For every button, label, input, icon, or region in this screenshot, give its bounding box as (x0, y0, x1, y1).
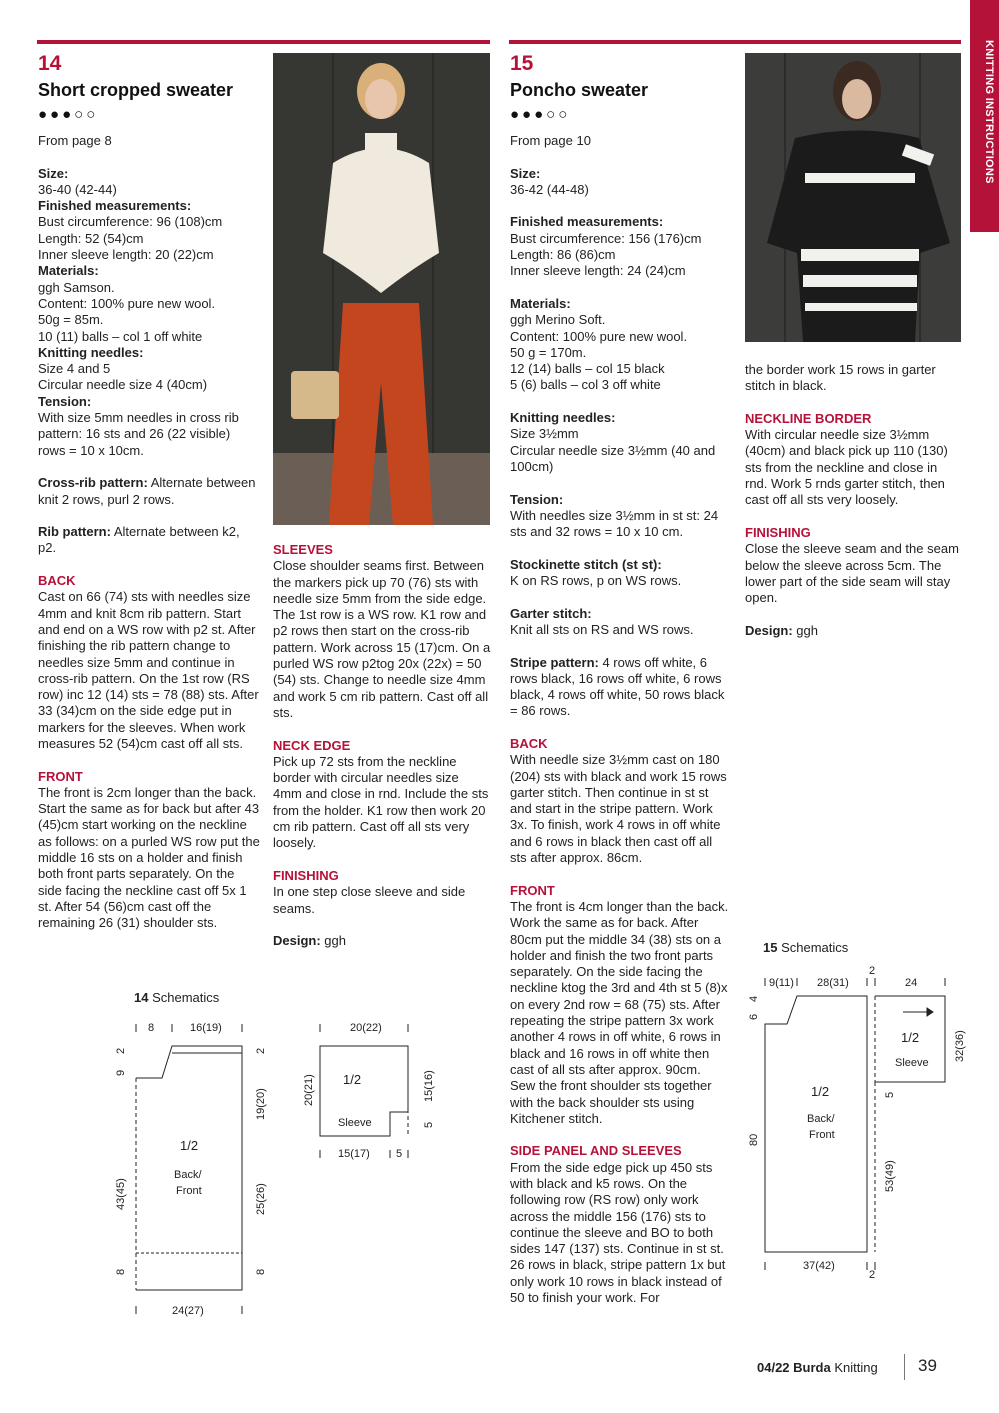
dim-15-right-side: 53(49) (884, 1160, 896, 1192)
design-value-15: ggh (796, 622, 818, 638)
dim-14-left-9: 9 (115, 1069, 127, 1076)
finishing-heading-15: FINISHING (745, 524, 811, 540)
schematic-label-14: Schematics (152, 990, 220, 1005)
needles-label-15: Knitting needles: (510, 410, 616, 426)
half-label-15: 1/2 (811, 1084, 830, 1099)
column-15-b (745, 362, 961, 655)
difficulty-rating-15: ●●●○○ (510, 106, 571, 123)
back-text-15: With needle size 3½mm cast on 180 (204) sts with black and work 15 rows garter stitch. Then continue in st st and start in the stripe pattern. Work 3x. To finish, work 4 rows in off white and 6 rows in black then cast off all sts after approx. 86cm. (510, 752, 727, 866)
garter-label-15: Garter stitch: (510, 605, 592, 621)
materials-line-14: 10 (11) balls – col 1 off white (38, 328, 203, 344)
tension-label-15: Tension: (510, 491, 564, 507)
pattern-number-14: 14 (38, 52, 62, 75)
dim-15-left-main: 80 (748, 1133, 760, 1146)
back-heading-15: BACK (510, 735, 548, 751)
sleeve-label-15: Sleeve (895, 1057, 929, 1069)
from-page-14: From page 8 (38, 133, 112, 148)
dim-14-sleeve-top: 20(22) (350, 1022, 382, 1034)
section-tab-label: KNITTING INSTRUCTIONS (983, 40, 995, 184)
dim-14-bottom: 24(27) (172, 1305, 204, 1317)
materials-line-14: Content: 100% pure new wool. (38, 295, 216, 311)
stripe-label-15: Stripe pattern: (510, 654, 599, 670)
sleeves-text-14: Close shoulder seams first. Between the markers pick up 70 (76) sts with needle size 5mm from the side edge. The 1st row is a WS row. K1 row and p2 rows then start on the cross-rib pattern. Work across 15 (17)cm. On a purled WS row p2tog 20x (22x) = 50 (54) sts. Change to needle size 4mm and work 5 cm rib pattern. Cast off all sts. (273, 558, 491, 720)
size-label-14: Size: (38, 165, 69, 181)
body-label-14a: Back/ (174, 1169, 202, 1181)
finishing-text-15: Close the sleeve seam and the seam below the sleeve across 5cm. The lower part of the side seam will stay open. (745, 541, 959, 606)
dim-14-right-mid: 19(20) (255, 1088, 267, 1120)
design-value-14: ggh (324, 933, 346, 949)
column-14-b (273, 542, 491, 966)
crossrib-label-14: Cross-rib pattern: (38, 475, 148, 491)
footer-issue-number: 04/22 (757, 1360, 790, 1375)
body-label-14b: Front (176, 1185, 202, 1197)
tension-label-14: Tension: (38, 393, 92, 409)
side-panel-text-15: From the side edge pick up 450 sts with black and k5 rows. On the following row (RS row) only work across the middle 156 (176) sts to continue the sleeve and BO to both sides 147 (137) sts. Continue in st st. 26 rows in black, stripe pattern 1x but only work 10 rows in black instead of 50 to finish your work. For (510, 1159, 726, 1306)
sleeve-label-14: Sleeve (338, 1117, 372, 1129)
dim-14-sleeve-right: 15(16) (423, 1070, 435, 1102)
footer-magazine: Knitting (834, 1360, 878, 1375)
dim-14-left-2: 2 (115, 1047, 127, 1054)
header-rule-14 (37, 40, 490, 44)
dim-15-top-c: 2 (869, 965, 876, 977)
front-text-15: The front is 4cm longer than the back. Work the same as for back. After 80cm put the middle 34 (38) sts on a holder and finish the two front parts separately. On the side facing the neckline ktog the 3rd and 4th st 5 (8)x on every 2nd row = 68 (75) sts. After repeating the stripe pattern 3x work another 4 rows in off white, 6 rows in black and 16 rows in off white then cast of all sts after approx. 90cm. (510, 898, 729, 1077)
back-text-14: Cast on 66 (74) sts with needles size 4mm and knit 8cm rib pattern. Start and end on a WS row with p2 st. After finishing the rib pattern change to needles size 5mm and continue in cross-rib pattern. On the 1st row (RS row) inc 12 (14) sts = 78 (88) sts. After 33 (34)cm on the side edge put in markers for the sleeves. When work measures 52 (54)cm cast off all sts. (38, 589, 259, 751)
dim-15-bottom-2: 2 (869, 1269, 876, 1281)
needles-line-15: Size 3½mm (510, 426, 579, 442)
sleeves-heading-14: SLEEVES (273, 542, 333, 557)
half-label-14-sleeve: 1/2 (343, 1072, 362, 1087)
dim-15-right-sleeve: 32(36) (954, 1030, 966, 1062)
rib-label-14: Rib pattern: (38, 524, 111, 540)
finished-line-15: Length: 86 (86)cm (510, 247, 616, 263)
finished-line-14: Length: 52 (54)cm (38, 230, 144, 246)
stockinette-text-15: K on RS rows, p on WS rows. (510, 573, 682, 589)
materials-line-14: 50g = 85m. (38, 312, 104, 328)
size-value-14: 36-40 (42-44) (38, 181, 117, 197)
neck-heading-14: NECK EDGE (273, 737, 351, 753)
pattern-number-15: 15 (510, 52, 534, 75)
schematic-title-15 (763, 940, 848, 955)
header-rule-15 (509, 40, 961, 44)
photo-cropped-sweater (273, 53, 490, 525)
dim-14-left-main: 43(45) (115, 1178, 127, 1210)
difficulty-rating-14: ●●●○○ (38, 106, 99, 123)
tension-text-14: With size 5mm needles in cross rib pattern: 16 sts and 26 (22 visible) rows = 10 x 10cm. (38, 410, 239, 458)
dim-14-sleeve-bottom-a: 15(17) (338, 1148, 370, 1160)
stripe-text-15: 4 rows off white, 6 rows black, 16 rows off white, 6 rows black, 4 rows off white, 50 rows black = 86 rows. (510, 654, 725, 719)
column-15-a (510, 133, 732, 1306)
design-label-14: Design: (273, 933, 321, 949)
size-label-15: Size: (510, 165, 541, 181)
materials-label-15: Materials: (510, 295, 571, 311)
dim-15-top-a: 9(11) (769, 977, 794, 989)
finished-label-14: Finished measurements: (38, 198, 192, 214)
needles-line-15: Circular needle size 3½mm (40 and 100cm) (510, 442, 716, 474)
materials-line-14: ggh Samson. (38, 279, 115, 295)
schematic-number-15: 15 (763, 940, 778, 955)
side-panel-text-15-cont: the border work 15 rows in garter stitch in black. (745, 362, 936, 394)
dim-14-right-8: 8 (255, 1268, 267, 1275)
neck-text-14: Pick up 72 sts from the neckline border with circular needles size 4mm and close in rnd. Include the sts from the holder. K1 row then work 20 cm rib pattern. Cast off all sts very loosely. (273, 753, 489, 851)
neckline-text-15: With circular needle size 3½mm (40cm) and black pick up 110 (130) sts from the neckline and close in rnd. Work 5 rnds garter stitch, then cast off all sts very loosely. (745, 427, 948, 508)
schematic-number-14: 14 (134, 990, 149, 1005)
needles-line-14: Circular needle size 4 (40cm) (38, 377, 208, 393)
schematic-label-15: Schematics (781, 940, 849, 955)
photo-poncho-sweater (745, 53, 961, 342)
half-label-15-sleeve: 1/2 (901, 1030, 920, 1045)
design-label-15: Design: (745, 622, 793, 638)
finished-line-14: Bust circumference: 96 (108)cm (38, 214, 223, 230)
neckline-heading-15: NECKLINE BORDER (745, 410, 872, 426)
materials-line-15: 5 (6) balls – col 3 off white (510, 377, 661, 393)
page-number: 39 (918, 1356, 937, 1375)
stockinette-label-15: Stockinette stitch (st st): (510, 556, 662, 572)
schematic-15 (735, 962, 975, 1287)
finishing-text-14: In one step close sleeve and side seams. (273, 884, 466, 916)
front-heading-15: FRONT (510, 882, 555, 898)
photo-cropped-sweater-art (273, 53, 490, 525)
dim-14-top-left: 8 (148, 1022, 155, 1034)
pattern-title-14: Short cropped sweater (38, 80, 234, 100)
finished-line-15: Bust circumference: 156 (176)cm (510, 230, 702, 246)
finished-line-15: Inner sleeve length: 24 (24)cm (510, 263, 686, 279)
dim-15-right-5: 5 (884, 1091, 896, 1098)
needles-label-14: Knitting needles: (38, 344, 144, 360)
dim-14-sleeve-bottom-b: 5 (396, 1148, 403, 1160)
footer-brand: Burda (793, 1360, 831, 1375)
materials-label-14: Materials: (38, 263, 99, 279)
schematic-14 (100, 1010, 460, 1330)
section-tab (970, 0, 999, 232)
half-label-14: 1/2 (180, 1138, 199, 1153)
materials-line-15: ggh Merino Soft. (510, 312, 606, 328)
dim-14-right-2: 2 (255, 1047, 267, 1054)
body-label-15a: Back/ (807, 1113, 835, 1125)
column-14-a (38, 133, 260, 948)
front-text-15b: Sew the front shoulder sts together with the back shoulder sts using Kitchener stitch. (510, 1078, 712, 1126)
footer-divider (904, 1354, 905, 1380)
footer-issue (757, 1360, 878, 1375)
front-text-14: The front is 2cm longer than the back. Start the same as for back but after 43 (45)cm start working on the neckline as follows: on a purled WS row put the middle 16 sts on a holder and finish both front parts separately. On the side facing the neckline cast off 5x 1 st. After 54 (56)cm cast off the remaining 26 (31) shoulder sts. (38, 784, 260, 931)
dim-14-right-low: 25(26) (255, 1183, 267, 1215)
garter-text-15: Knit all sts on RS and WS rows. (510, 621, 694, 637)
materials-line-15: 12 (14) balls – col 15 black (510, 361, 665, 377)
photo-poncho-sweater-art (745, 53, 961, 342)
finished-label-15: Finished measurements: (510, 214, 664, 230)
dim-15-top-d: 24 (905, 977, 918, 989)
dim-15-left-a: 6 (748, 1013, 760, 1020)
finishing-heading-14: FINISHING (273, 867, 339, 883)
back-heading-14: BACK (38, 573, 76, 589)
finished-line-14: Inner sleeve length: 20 (22)cm (38, 247, 214, 263)
crossrib-text-14: Alternate between knit 2 rows, purl 2 rows. (38, 475, 256, 507)
pattern-title-15: Poncho sweater (510, 80, 649, 100)
materials-line-15: Content: 100% pure new wool. (510, 328, 688, 344)
tension-text-15: With needles size 3½mm in st st: 24 sts and 32 rows = 10 x 10 cm. (510, 507, 719, 540)
dim-14-left-8: 8 (115, 1268, 127, 1275)
materials-line-15: 50 g = 170m. (510, 344, 587, 360)
needles-line-14: Size 4 and 5 (38, 361, 111, 377)
schematic-title-14 (134, 990, 219, 1005)
dim-14-sleeve-left: 20(21) (303, 1074, 315, 1106)
dim-14-sleeve-r5: 5 (423, 1121, 435, 1128)
dim-15-top-b: 28(31) (817, 977, 849, 989)
dim-15-bottom: 37(42) (803, 1260, 835, 1272)
side-panel-heading-15: SIDE PANEL AND SLEEVES (510, 1143, 682, 1159)
body-label-15b: Front (809, 1129, 835, 1141)
dim-15-left-b: 4 (748, 995, 760, 1002)
front-heading-14: FRONT (38, 768, 83, 784)
rib-text-14: Alternate between k2, p2. (38, 524, 240, 556)
size-value-15: 36-42 (44-48) (510, 181, 589, 197)
from-page-15: From page 10 (510, 133, 591, 148)
dim-14-top-right: 16(19) (190, 1022, 222, 1034)
